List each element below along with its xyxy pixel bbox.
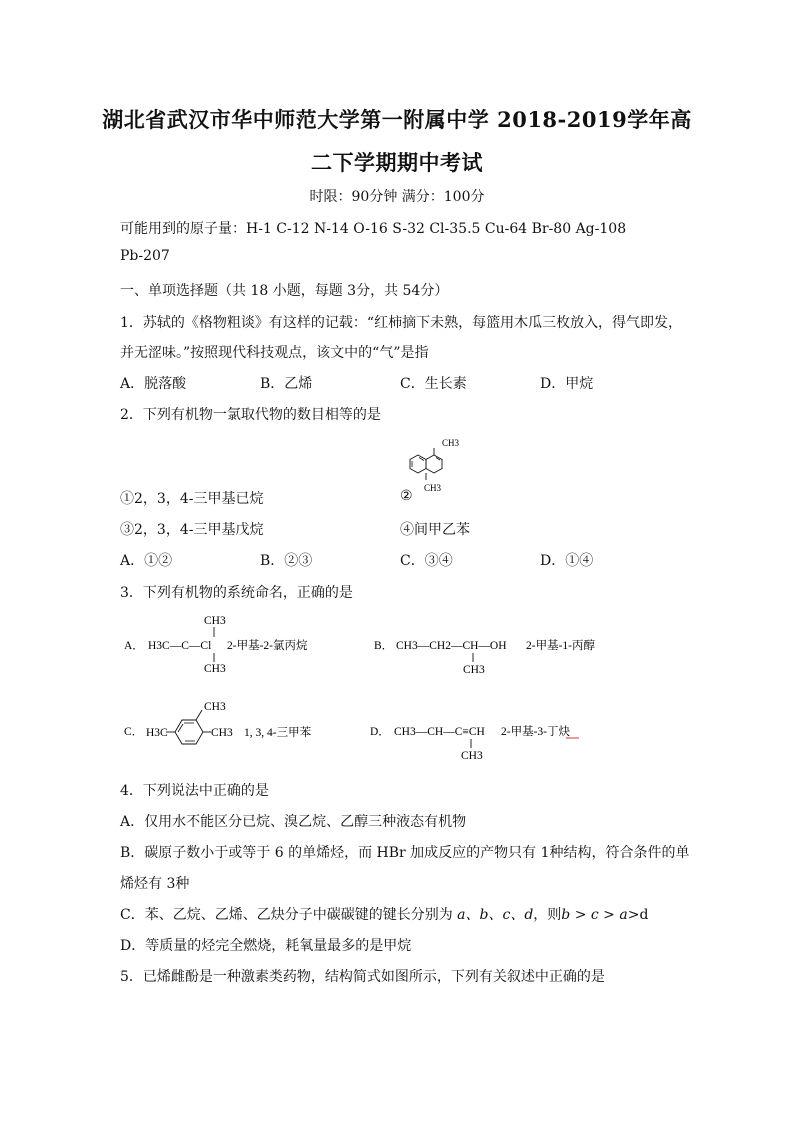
q3b-name: 2-甲基-1-丙醇 bbox=[526, 640, 595, 652]
q2-item-3: ③2，3，4-三甲基戊烷 bbox=[120, 522, 264, 538]
q3c-right-ch3: CH3 bbox=[211, 727, 233, 739]
exam-info: 时限：90分钟 满分：100分 bbox=[309, 189, 485, 205]
q3-option-b-structure bbox=[370, 630, 630, 678]
atomic-mass-line1: 可能用到的原子量：H-1 C-12 N-14 O-16 S-32 Cl-35.5 Cu-64 Br-80 Ag-108 bbox=[120, 221, 627, 237]
q3c-top-ch3: CH3 bbox=[204, 701, 226, 713]
svg-text:D．: D． bbox=[370, 726, 390, 738]
q1-stem-line1: 1．苏轼的《格物粗谈》有这样的记载：“红柿摘下未熟，每篮用木瓜三枚放入，得气即发， bbox=[120, 315, 683, 331]
q2-option-c: C．③④ bbox=[400, 553, 453, 569]
q1-option-c: C．生长素 bbox=[400, 376, 467, 392]
q4-option-b-line2: 烯烃有 3种 bbox=[120, 876, 190, 892]
q2-stem: 2．下列有机物一氯取代物的数目相等的是 bbox=[120, 407, 381, 423]
q3-option-a-structure bbox=[120, 608, 360, 674]
q3a-top-ch3: CH3 bbox=[204, 615, 226, 627]
q2-item-2: ② bbox=[400, 488, 413, 504]
q3c-left-ch3: H3C bbox=[146, 727, 168, 739]
q1-option-a: A．脱落酸 bbox=[120, 376, 187, 392]
q3c-name: 1, 3, 4-三甲苯 bbox=[244, 727, 312, 739]
q3d-bottom-ch3: CH3 bbox=[461, 750, 483, 762]
exam-title-line2: 二下学期期中考试 bbox=[311, 150, 483, 175]
q3a-formula: H3C—C—Cl bbox=[148, 640, 212, 652]
q4-option-b-line1: B．碳原子数小于或等于 6 的单烯烃，而 HBr 加成反应的产物只有 1种结构，符合条件的单 bbox=[120, 845, 690, 861]
q1-option-d: D．甲烷 bbox=[540, 376, 594, 392]
svg-text:C．: C． bbox=[124, 726, 144, 738]
q1-option-b: B．乙烯 bbox=[260, 376, 313, 392]
q2-item-4: ④间甲乙苯 bbox=[400, 522, 470, 538]
q3a-bottom-ch3: CH3 bbox=[204, 663, 226, 674]
q3b-bottom-ch3: CH3 bbox=[463, 664, 485, 676]
q3a-name: 2-甲基-2-氯丙烷 bbox=[227, 640, 308, 652]
q2-option-d: D．①④ bbox=[540, 553, 594, 569]
section-heading: 一、单项选择题（共 18 小题，每题 3分，共 54分） bbox=[120, 283, 449, 299]
q2-option-b: B．②③ bbox=[260, 553, 313, 569]
q4-option-a: A．仅用水不能区分已烷、溴乙烷、乙醇三种液态有机物 bbox=[120, 814, 467, 830]
naphthalene-structure bbox=[408, 434, 468, 502]
q3-option-c-structure bbox=[120, 694, 360, 756]
q3-stem: 3．下列有机物的系统命名，正确的是 bbox=[120, 585, 353, 601]
q3-option-d-structure bbox=[370, 716, 630, 764]
q4-option-d: D．等质量的烃完全燃烧，耗氧量最多的是甲烷 bbox=[120, 938, 412, 954]
q3b-formula: CH3—CH2—CH—OH bbox=[396, 640, 507, 652]
svg-text:A．: A． bbox=[124, 640, 144, 652]
q3d-formula: CH3—CH—C≡CH bbox=[394, 726, 485, 738]
q4-stem: 4．下列说法中正确的是 bbox=[120, 783, 269, 799]
struct-bottom-label: CH3 bbox=[424, 483, 442, 493]
struct-top-label: CH3 bbox=[442, 438, 460, 448]
q1-stem-line2: 并无涩味。”按照现代科技观点，该文中的“气”是指 bbox=[120, 345, 429, 361]
q4-option-c: C．苯、乙烷、乙烯、乙炔分子中碳碳键的键长分别为 a、b、c、d，则b > c > a>d bbox=[120, 907, 649, 923]
q5-stem: 5．已烯雌酚是一种激素类药物，结构简式如图所示，下列有关叙述中正确的是 bbox=[120, 969, 605, 985]
svg-text:B．: B． bbox=[374, 640, 394, 652]
q2-option-a: A．①② bbox=[120, 553, 173, 569]
q2-item-1: ①2，3，4-三甲基已烷 bbox=[120, 491, 264, 507]
atomic-mass-line2: Pb-207 bbox=[120, 248, 170, 264]
q3d-name: 2-甲基-3-丁炔 bbox=[501, 726, 570, 738]
exam-title-line1: 湖北省武汉市华中师范大学第一附属中学 2018-2019学年高 bbox=[102, 107, 692, 132]
